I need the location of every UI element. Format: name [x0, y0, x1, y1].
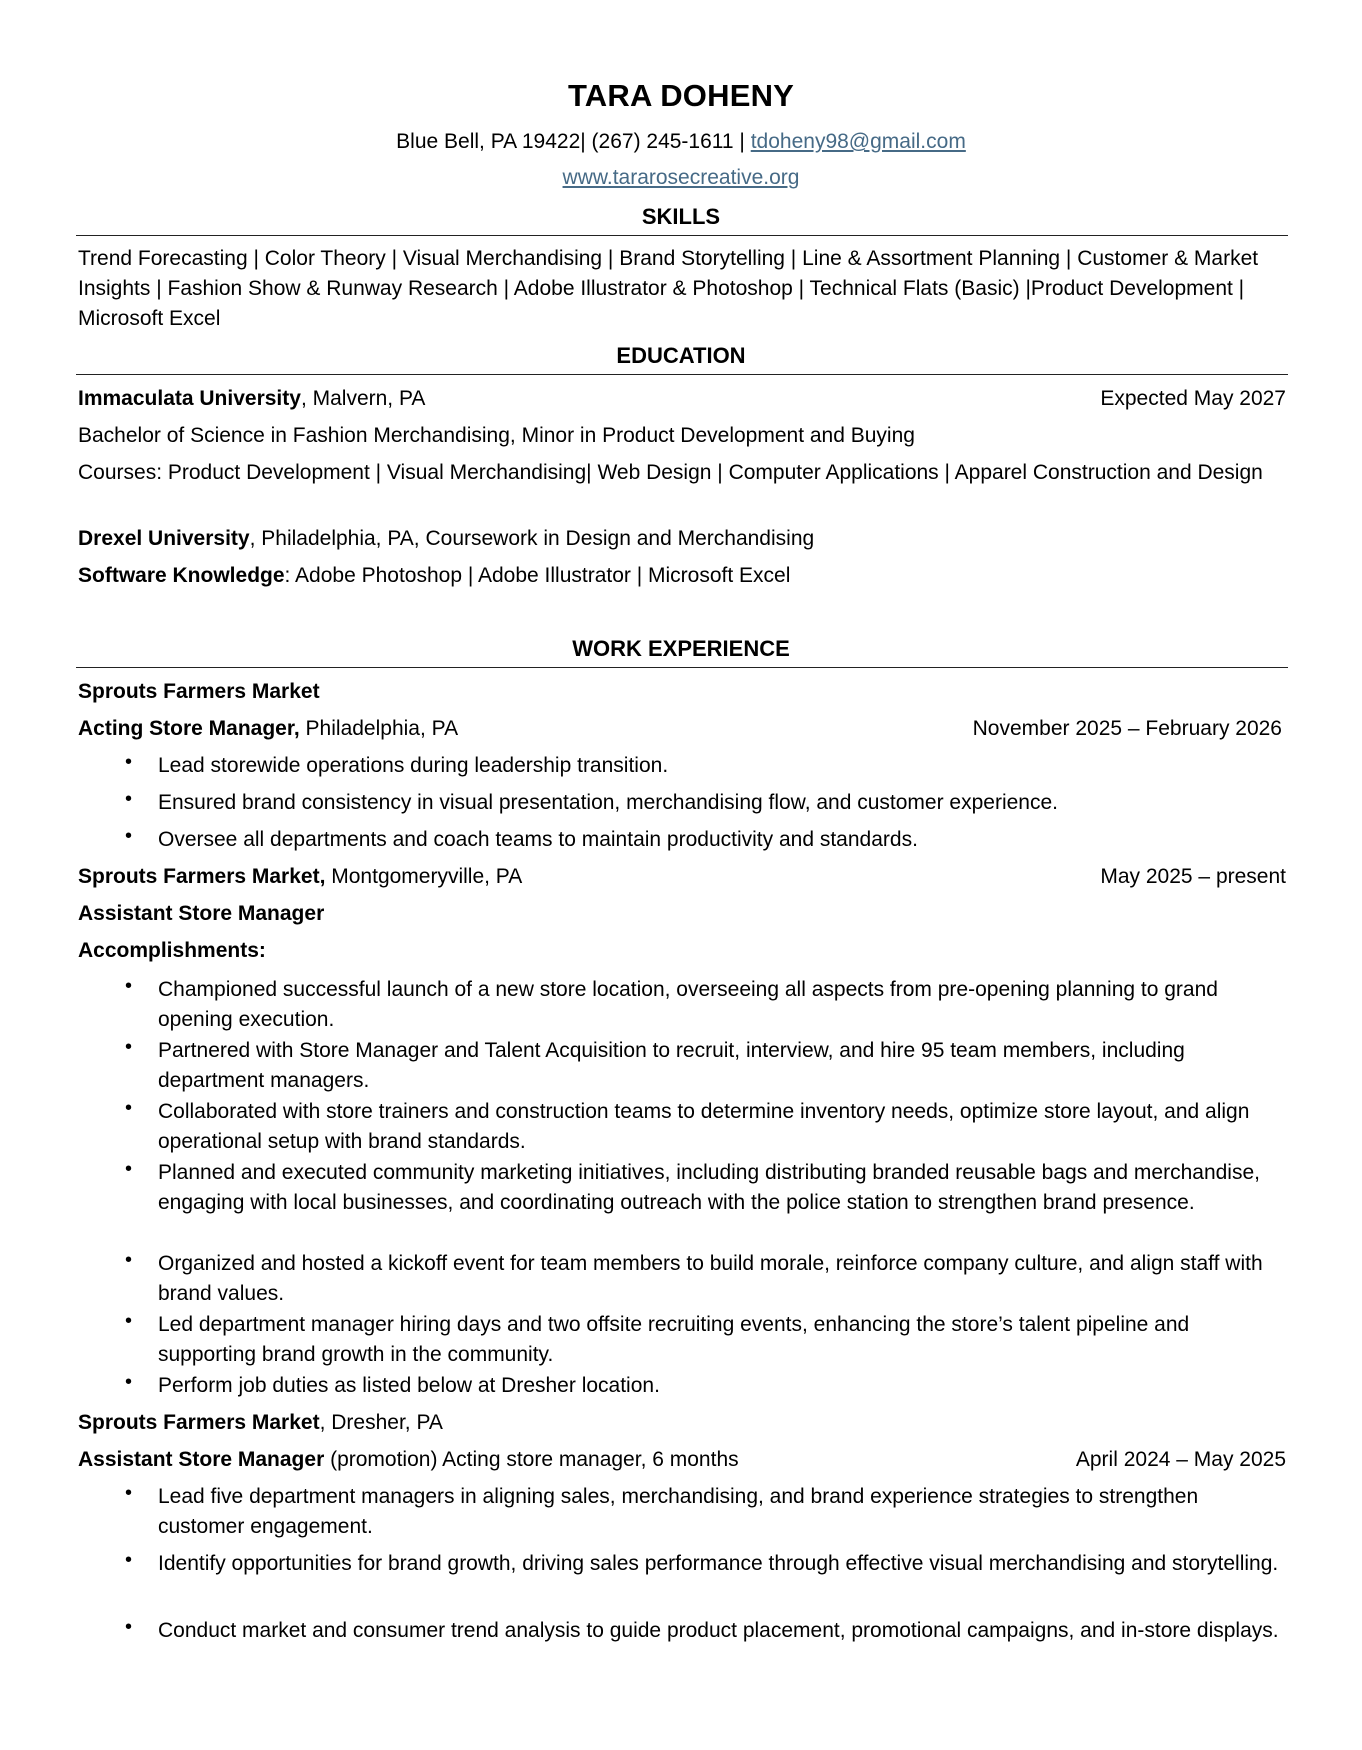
bullet-icon: • — [125, 1036, 133, 1058]
job2-accomplishments-label: Accomplishments: — [78, 939, 266, 962]
bullet-icon: • — [125, 975, 133, 997]
job2-bullet: Perform job duties as listed below at Dresher location. — [158, 1374, 660, 1397]
job3-bullet: Identify opportunities for brand growth, driving sales performance through effective visual merchandising and storytelling. — [158, 1552, 1279, 1575]
degree-line: Bachelor of Science in Fashion Merchandising, Minor in Product Development and Buying — [78, 424, 915, 447]
job1-bullet: Lead storewide operations during leadership transition. — [158, 754, 669, 777]
job3-date: April 2024 – May 2025 — [1075, 1448, 1286, 1471]
job2-date: May 2025 – present — [1100, 865, 1286, 888]
bullet-icon: • — [125, 751, 133, 773]
email-link[interactable]: tdoheny98@gmail.com — [750, 130, 966, 153]
website-link[interactable]: www.tararosecreative.org — [562, 166, 800, 189]
job2-bullet: Led department manager hiring days and two offsite recruiting events, enhancing the store’s talent pipeline and supporting brand growth in the community. — [158, 1313, 1190, 1366]
school1-name: Immaculata University — [78, 387, 301, 410]
job1-title: Acting Store Manager, — [78, 717, 300, 740]
courses-text: Courses: Product Development | Visual Merchandising| Web Design | Computer Applications | Apparel Construction and Design — [78, 461, 1263, 484]
school2-line — [78, 524, 814, 554]
bullet-icon: • — [125, 1616, 133, 1638]
software-list: : Adobe Photoshop | Adobe Illustrator | Microsoft Excel — [284, 564, 791, 587]
job2-location: Montgomeryville, PA — [325, 865, 523, 888]
job2-bullet: Organized and hosted a kickoff event for team members to build morale, reinforce company culture, and align staff with brand values. — [158, 1252, 1263, 1305]
job1-title-line — [78, 714, 458, 744]
software-label: Software Knowledge — [78, 564, 285, 587]
candidate-name: TARA DOHENY — [567, 78, 795, 113]
job2-title: Assistant Store Manager — [78, 902, 325, 925]
bullet-icon: • — [125, 1371, 133, 1393]
location-phone: Blue Bell, PA 19422| (267) 245-1611 | — [396, 130, 751, 153]
job3-company: Sprouts Farmers Market — [78, 1411, 320, 1434]
school2-details: , Philadelphia, PA, Coursework in Design and Merchandising — [249, 527, 815, 550]
bullet-icon: • — [125, 1310, 133, 1332]
job1-bullet: Ensured brand consistency in visual presentation, merchandising flow, and customer experience. — [158, 791, 1058, 814]
work-divider — [76, 667, 1288, 668]
job3-title: Assistant Store Manager — [78, 1448, 325, 1471]
skills-text: Trend Forecasting | Color Theory | Visual Merchandising | Brand Storytelling | Line & Assortment Planning | Customer & Market Insights | Fashion Show & Runway Research | Adobe Illustrator & Photoshop | Technical Flats (Basic) |Product Development | Microsoft Excel — [78, 247, 1259, 330]
school2-name: Drexel University — [78, 527, 250, 550]
education-heading: EDUCATION — [616, 343, 746, 368]
skills-divider — [76, 235, 1288, 236]
contact-line — [0, 130, 1362, 154]
job3-bullet: Conduct market and consumer trend analysis to guide product placement, promotional campaigns, and in-store displays. — [158, 1619, 1279, 1642]
job1-bullet: Oversee all departments and coach teams to maintain productivity and standards. — [158, 828, 918, 851]
bullet-icon: • — [125, 1158, 133, 1180]
job1-company: Sprouts Farmers Market — [78, 680, 320, 703]
job2-bullet: Partnered with Store Manager and Talent Acquisition to recruit, interview, and hire 95 team members, including department managers. — [158, 1039, 1185, 1092]
job3-company-line — [78, 1408, 443, 1438]
bullet-icon: • — [125, 1249, 133, 1271]
bullet-icon: • — [125, 1097, 133, 1119]
job3-location: , Dresher, PA — [319, 1411, 443, 1434]
job2-bullet: Championed successful launch of a new store location, overseeing all aspects from pre-opening planning to grand opening execution. — [158, 978, 1218, 1031]
job2-bullet: Collaborated with store trainers and construction teams to determine inventory needs, optimize store layout, and align operational setup with brand standards. — [158, 1100, 1250, 1153]
school1-location: , Malvern, PA — [300, 387, 426, 410]
bullet-icon: • — [125, 825, 133, 847]
work-heading: WORK EXPERIENCE — [572, 636, 790, 661]
school1-date: Expected May 2027 — [1100, 387, 1286, 410]
job2-company: Sprouts Farmers Market, — [78, 865, 326, 888]
bullet-icon: • — [125, 1482, 133, 1504]
education-divider — [76, 374, 1288, 375]
job2-bullet: Planned and executed community marketing initiatives, including distributing branded reusable bags and merchandise, engaging with local businesses, and coordinating outreach with the police station to strengthen brand presence. — [158, 1161, 1260, 1214]
software-line — [78, 561, 790, 591]
job3-title-line — [78, 1445, 739, 1475]
job2-company-line — [78, 862, 522, 892]
job3-title-detail: (promotion) Acting store manager, 6 months — [324, 1448, 739, 1471]
job1-date: November 2025 – February 2026 — [972, 717, 1282, 740]
school1-line — [78, 384, 425, 414]
job3-bullet: Lead five department managers in aligning sales, merchandising, and brand experience strategies to strengthen customer engagement. — [158, 1485, 1199, 1538]
bullet-icon: • — [125, 1549, 133, 1571]
skills-heading: SKILLS — [641, 204, 721, 229]
job1-location: Philadelphia, PA — [299, 717, 459, 740]
website-row — [0, 166, 1362, 190]
bullet-icon: • — [125, 788, 133, 810]
